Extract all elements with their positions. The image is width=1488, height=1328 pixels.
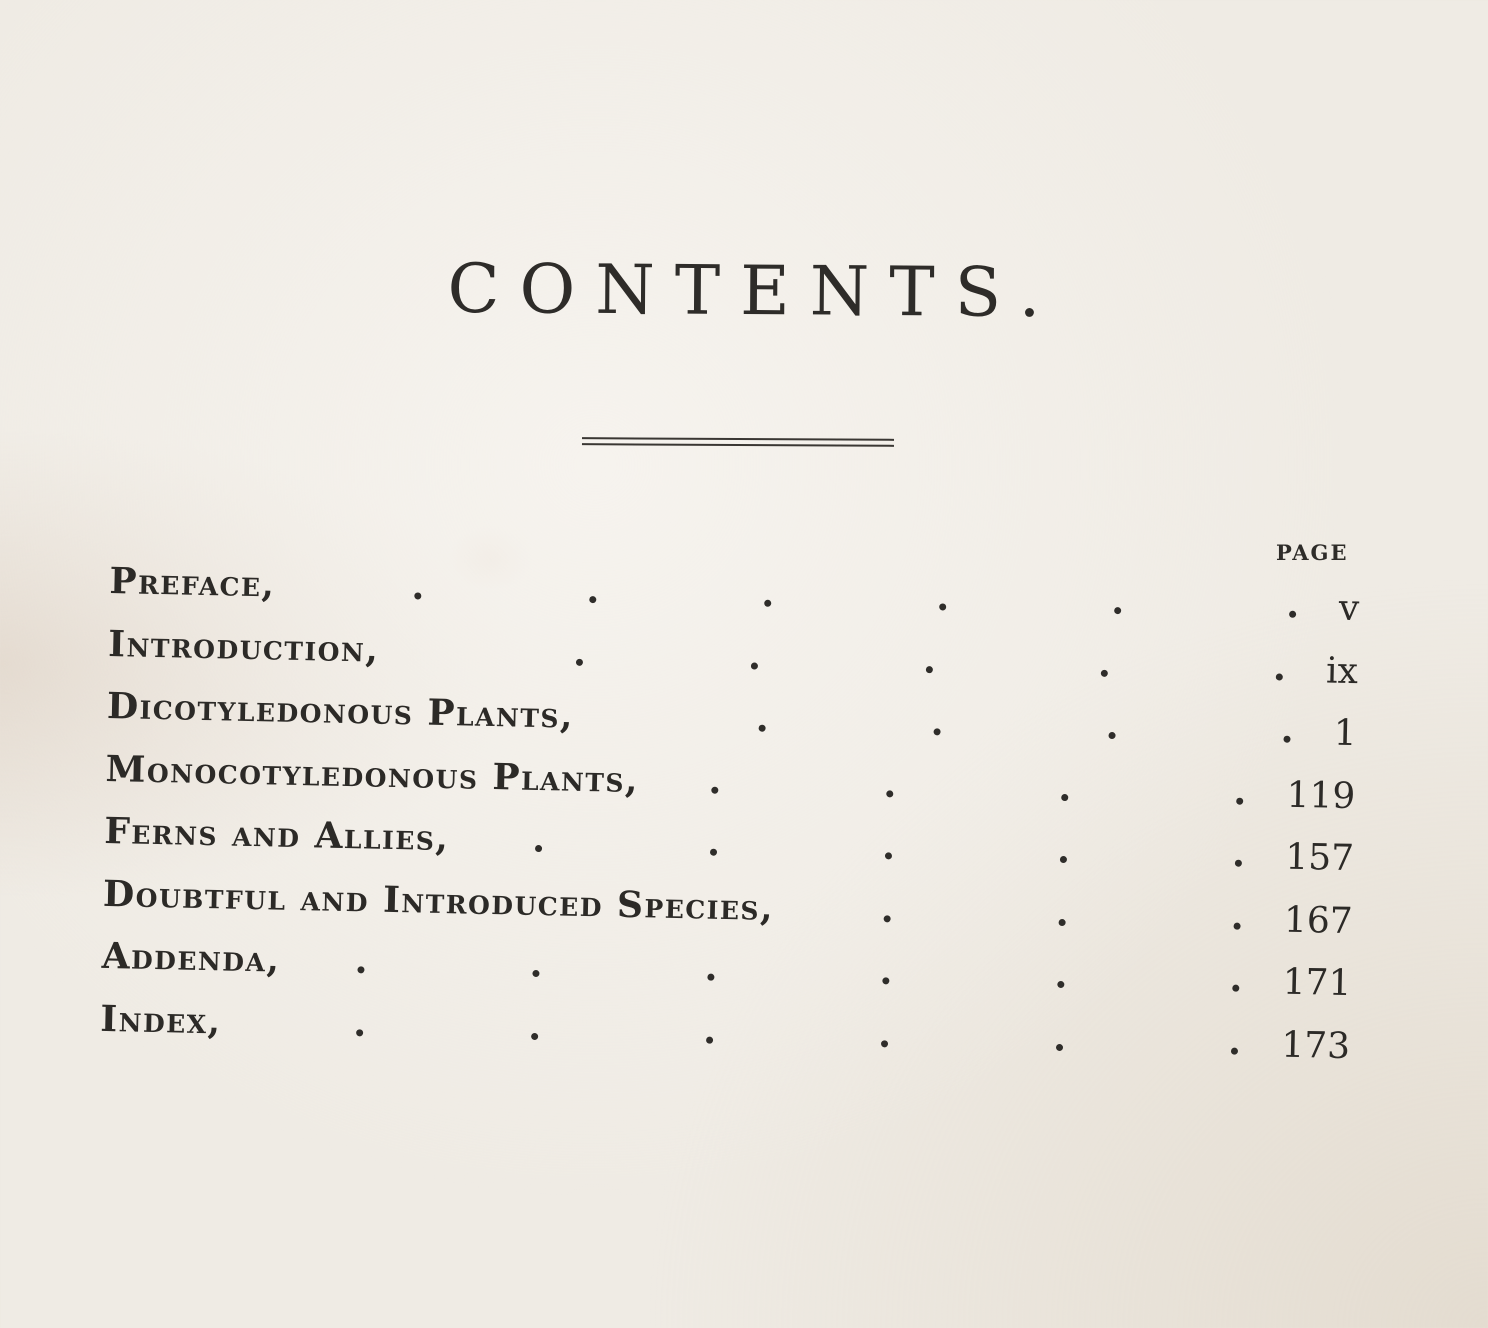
leader-dot — [1101, 669, 1108, 676]
leader-dot — [356, 1029, 363, 1036]
leader-dot — [1236, 797, 1243, 804]
leader-dot — [1276, 673, 1283, 680]
toc-entry-page: 167 — [1283, 899, 1354, 942]
toc-entry-page: 157 — [1284, 836, 1355, 880]
leader-dot — [1283, 736, 1290, 743]
toc-entry-label: Ferns and Allies, — [103, 809, 450, 860]
toc-entry-page: v — [1338, 587, 1360, 630]
leader-dot — [1234, 922, 1241, 929]
leader-dot — [1108, 732, 1115, 739]
leader-dot — [885, 852, 892, 859]
dot-leader — [109, 586, 1369, 622]
leader-dot — [531, 1032, 538, 1039]
leader-dot — [1232, 985, 1239, 992]
leader-dot — [1060, 856, 1067, 863]
leader-dot — [764, 600, 771, 607]
leader-dot — [1057, 981, 1064, 988]
leader-dot — [881, 1040, 888, 1047]
leader-dot — [1231, 1047, 1238, 1054]
toc-entry-label: Preface, — [109, 560, 277, 606]
leader-dot — [706, 1036, 713, 1043]
dot-leader — [100, 1023, 1360, 1059]
toc-entry-label: Monocotyledonous Plants, — [105, 747, 640, 801]
leader-dot — [535, 845, 542, 852]
leader-dot — [357, 966, 364, 973]
page-title: CONTENTS. — [447, 249, 1061, 334]
leader-dot — [576, 658, 583, 665]
toc-entry-page: ix — [1325, 649, 1359, 692]
toc-entry-page: 1 — [1333, 712, 1358, 755]
leader-dot — [884, 915, 891, 922]
leader-dot — [751, 662, 758, 669]
toc-entry-label: Index, — [99, 997, 223, 1042]
leader-dot — [934, 728, 941, 735]
toc-entry-label: Dicotyledonous Plants, — [106, 684, 575, 737]
leader-dot — [886, 790, 893, 797]
leader-dot — [1289, 611, 1296, 618]
leader-dot — [759, 725, 766, 732]
leader-dot — [1059, 918, 1066, 925]
table-of-contents — [100, 560, 1370, 1086]
double-rule-divider — [582, 437, 894, 447]
leader-dot — [707, 974, 714, 981]
toc-entry-label: Introduction, — [107, 622, 380, 671]
leader-dot — [1056, 1043, 1063, 1050]
dot-leader — [101, 961, 1361, 997]
toc-entry-label: Addenda, — [101, 934, 281, 981]
toc-entry-page: 173 — [1280, 1024, 1351, 1067]
leader-dot — [710, 849, 717, 856]
leader-dot — [589, 596, 596, 603]
leader-dot — [711, 786, 718, 793]
leader-dot — [1114, 607, 1121, 614]
toc-entry-page: 171 — [1282, 961, 1352, 1005]
leader-dot — [939, 603, 946, 610]
leader-dot — [926, 666, 933, 673]
leader-dot — [1235, 860, 1242, 867]
toc-entry-label: Doubtful and Introduced Species, — [102, 872, 775, 929]
leader-dot — [414, 592, 421, 599]
toc-entry-page: 119 — [1286, 774, 1356, 817]
page-column-label: PAGE — [1276, 540, 1349, 565]
leader-dot — [1061, 793, 1068, 800]
leader-dot — [882, 977, 889, 984]
leader-dot — [532, 970, 539, 977]
